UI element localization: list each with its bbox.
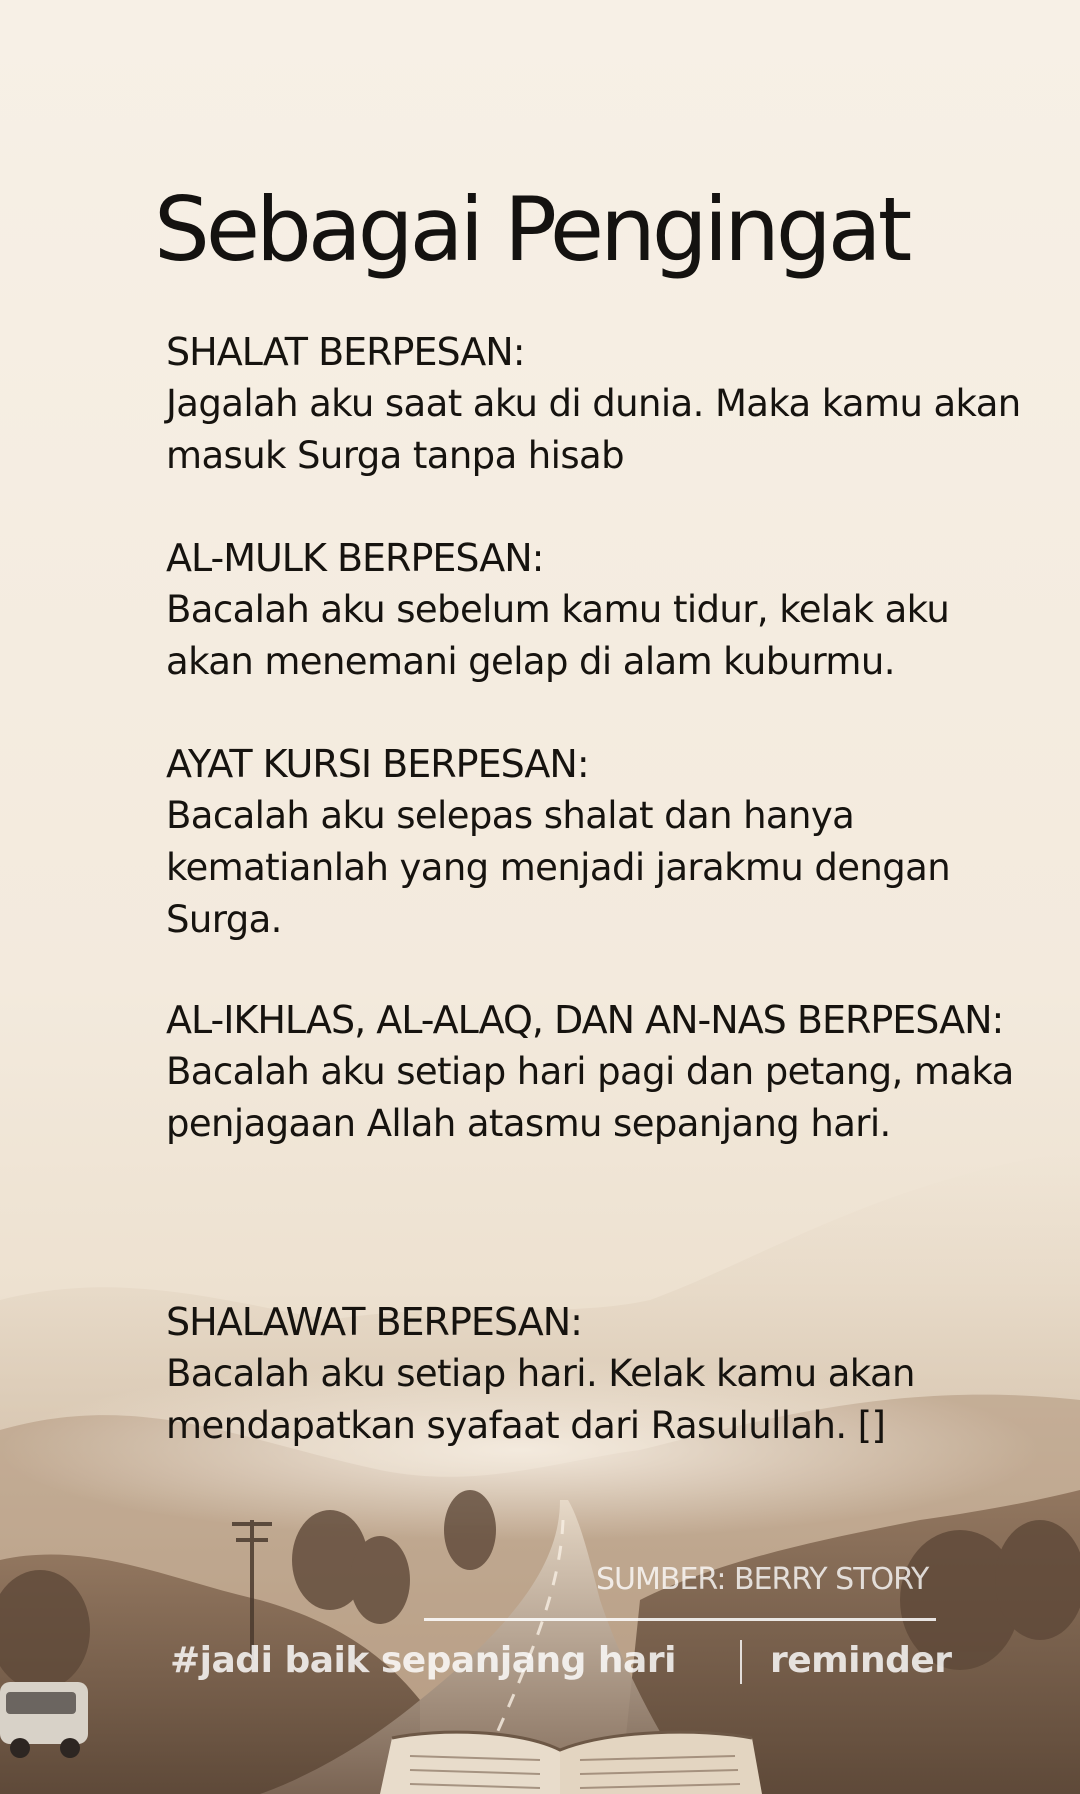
reminder-tag: reminder <box>769 1640 952 1681</box>
section-heading: AL-MULK BERPESAN: <box>166 536 544 580</box>
page-title: Sebagai Pengingat <box>154 178 909 281</box>
tagline-separator <box>740 1640 742 1684</box>
section-body: Bacalah aku selepas shalat dan hanya kematianlah yang menjadi jarakmu dengan Surga. <box>166 794 951 941</box>
section-heading: SHALAWAT BERPESAN: <box>166 1300 582 1344</box>
message-al-mulk <box>166 532 1026 688</box>
section-heading: AL-IKHLAS, AL-ALAQ, DAN AN-NAS BERPESAN: <box>166 998 1004 1042</box>
message-shalat <box>166 326 1026 482</box>
tagline <box>170 1640 952 1684</box>
section-body: Jagalah aku saat aku di dunia. Maka kamu akan masuk Surga tanpa hisab <box>166 382 1021 477</box>
message-al-ikhlas <box>166 994 1026 1150</box>
hashtag: #jadi baik sepanjang hari <box>170 1640 676 1681</box>
message-ayat-kursi <box>166 738 1026 946</box>
source-credit: SUMBER: BERRY STORY <box>596 1562 929 1597</box>
section-heading: AYAT KURSI BERPESAN: <box>166 742 589 786</box>
section-body: Bacalah aku sebelum kamu tidur, kelak aku akan menemani gelap di alam kuburmu. <box>166 588 950 683</box>
section-body: Bacalah aku setiap hari. Kelak kamu akan mendapatkan syafaat dari Rasulullah. [] <box>166 1352 915 1447</box>
section-body: Bacalah aku setiap hari pagi dan petang, maka penjagaan Allah atasmu sepanjang hari. <box>166 1050 1014 1145</box>
section-heading: SHALAT BERPESAN: <box>166 330 525 374</box>
divider-line <box>424 1618 936 1621</box>
message-shalawat <box>166 1296 1026 1452</box>
